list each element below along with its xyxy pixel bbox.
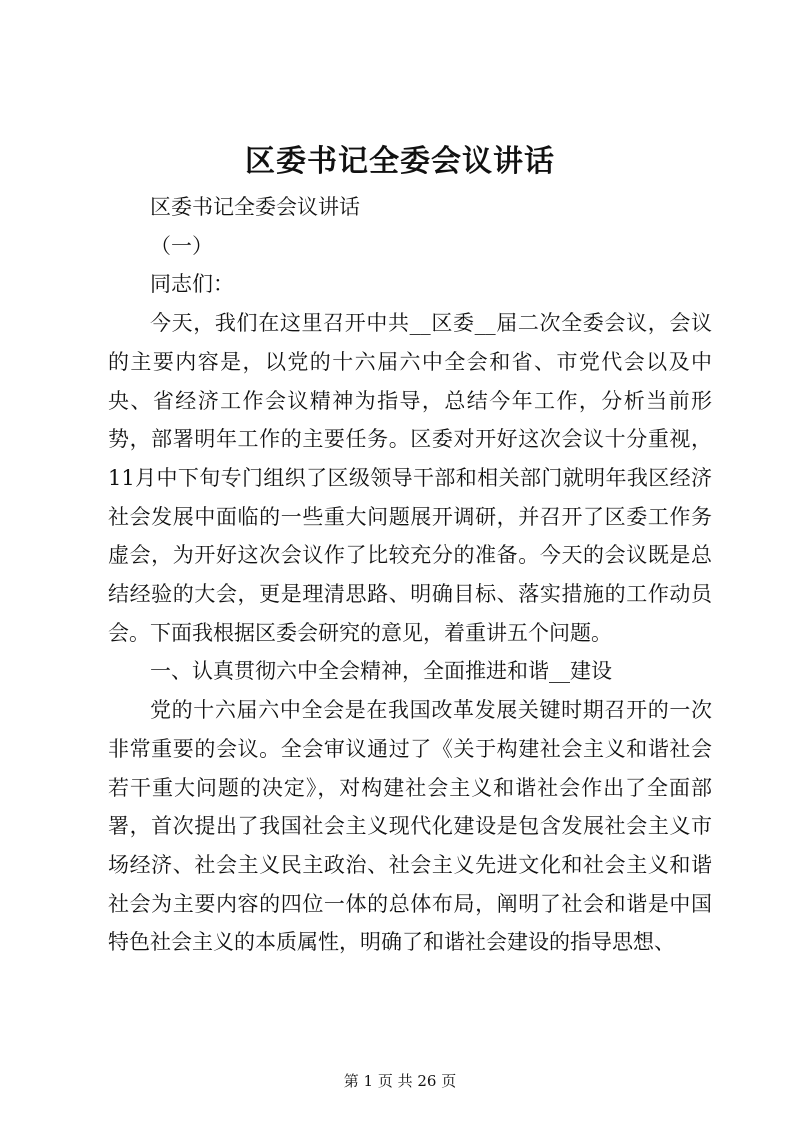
intro-paragraph: 今天，我们在这里召开中共__区委__届二次全委会议，会议的主要内容是，以党的十六届六中全会和省、市党代会以及中央、省经济工作会议精神为指导，总结今年工作，分析当前形势，部署明年工作的主要任务。区委对开好这次会议十分重视，11月中下旬专门组织了区级领导干部和相关部门就明年我区经济社会发展中面临的一些重大问题展开调研，并召开了区委工作务虚会，为开好这次会议作了比较充分的准备。今天的会议既是总结经验的大会，更是理清思路、明确目标、落实措施的工作动员会。下面我根据区委会研究的意见，着重讲五个问题。 [108, 311, 712, 645]
subtitle-paragraph: 区委书记全委会议讲话 [150, 195, 360, 219]
section-number-paragraph: （一） [150, 233, 213, 258]
page-footer: 第 1 页 共 26 页 [343, 1072, 457, 1090]
document-body [108, 188, 712, 962]
section-heading-paragraph: 一、认真贯彻六中全会精神，全面推进和谐__建设 [150, 659, 612, 684]
body-paragraph: 党的十六届六中全会是在我国改革发展关键时期召开的一次非常重要的会议。全会审议通过了《关于构建社会主义和谐社会若干重大问题的决定》，对构建社会主义和谐社会作出了全面部署，首次提出了我国社会主义现代化建设是包含发展社会主义市场经济、社会主义民主政治、社会主义先进文化和社会主义和谐社会为主要内容的四位一体的总体布局，阐明了社会和谐是中国特色社会主义的本质属性，明确了和谐社会建设的指导思想、 [108, 698, 712, 955]
salutation-paragraph: 同志们： [150, 272, 234, 297]
document-title: 区委书记全委会议讲话 [245, 144, 555, 179]
